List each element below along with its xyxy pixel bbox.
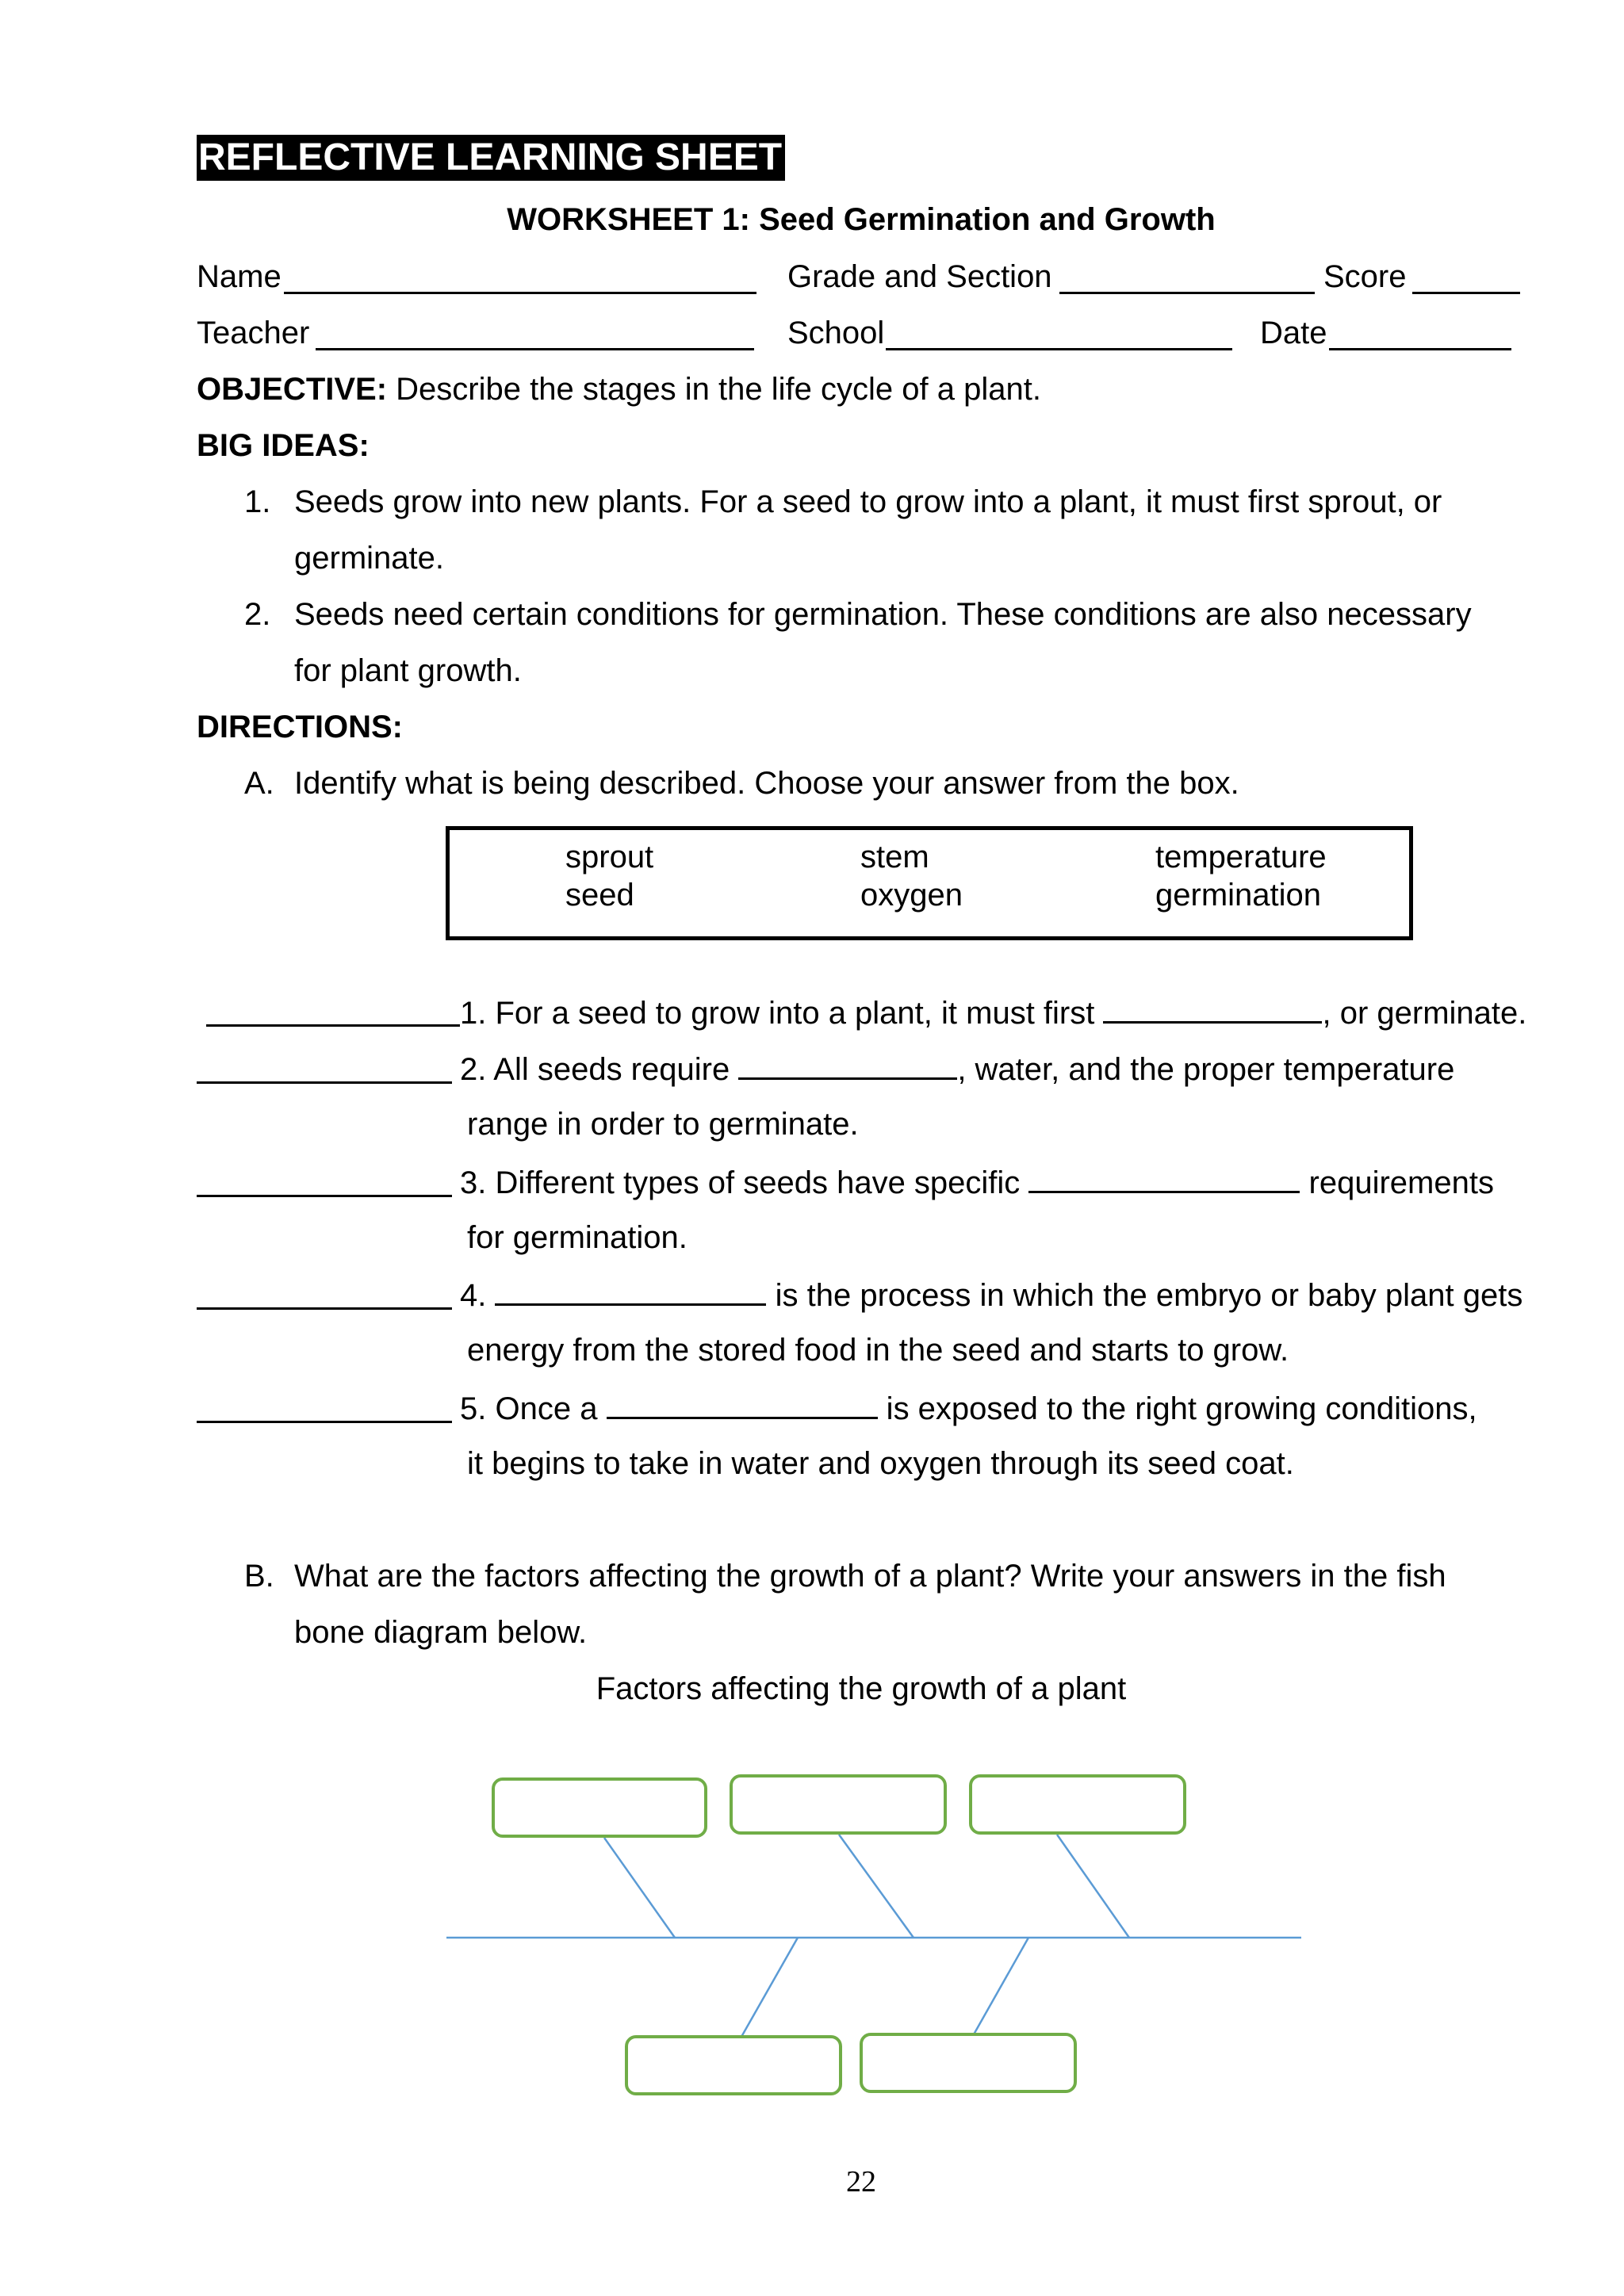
big-idea-1-line1: Seeds grow into new plants. For a seed to grow into a plant, it must first sprout, or [294,484,1442,519]
fishbone-bone [604,1838,675,1938]
part-a-instruction: Identify what is being described. Choose your answer from the box. [294,766,1239,801]
word-box-choice: stem [860,840,929,874]
question-3-continuation: for germination. [467,1220,688,1255]
fishbone-bone [839,1835,914,1938]
part-a-letter: A. [244,766,274,801]
question-1-part-a: 1. For a seed to grow into a plant, it must first [460,996,1104,1031]
word-box-choice: seed [565,878,634,913]
objective-label: OBJECTIVE: [197,372,388,407]
question-3-part-a: 3. Different types of seeds have specific [460,1165,1029,1200]
worksheet-title: WORKSHEET 1: Seed Germination and Growth [507,202,1216,237]
question-2-part-b: , water, and the proper temperature [957,1052,1455,1087]
fishbone-bone [1057,1835,1129,1938]
word-box-choice: sprout [565,840,654,874]
grade-section-label: Grade and Section [787,259,1052,294]
big-idea-1-line2: germinate. [294,541,444,576]
question-5-continuation: it begins to take in water and oxygen through its seed coat. [467,1446,1294,1481]
big-idea-2-line1: Seeds need certain conditions for germination. These conditions are also necessary [294,597,1472,632]
factor-answer-box[interactable] [626,2037,841,2094]
question-2-part-a: 2. All seeds require [460,1052,739,1087]
question-5-part-b: is exposed to the right growing conditions, [877,1391,1477,1426]
big-idea-2-line2: for plant growth. [294,653,522,688]
factor-answer-box[interactable] [971,1776,1185,1833]
diagram-title: Factors affecting the growth of a plant [596,1671,1127,1706]
school-label: School [787,316,885,350]
big-idea-1-number: 1. [244,484,271,519]
question-4-continuation: energy from the stored food in the seed and starts to grow. [467,1333,1289,1368]
question-5-part-a: 5. Once a [460,1391,607,1426]
question-4-part-a: 4. [460,1278,496,1313]
score-label: Score [1323,259,1407,294]
page-number: 22 [846,2165,876,2198]
part-b-letter: B. [244,1559,274,1594]
question-4-part-b: is the process in which the embryo or baby plant gets [766,1278,1523,1313]
question-3-part-b: requirements [1300,1165,1494,1200]
fishbone-bone [974,1938,1028,2034]
teacher-label: Teacher [197,316,310,350]
word-box-choice: temperature [1155,840,1327,874]
question-1-part-b: , or germinate. [1322,996,1527,1031]
factor-answer-box[interactable] [493,1779,706,1836]
directions-label: DIRECTIONS: [197,710,403,744]
factor-answer-box[interactable] [731,1776,945,1833]
part-b-instruction-line1: What are the factors affecting the growth of a plant? Write your answers in the fish [294,1559,1446,1594]
name-label: Name [197,259,282,294]
factor-answer-box[interactable] [861,2034,1075,2091]
question-2-continuation: range in order to germinate. [467,1107,859,1142]
word-box-choice: germination [1155,878,1322,913]
objective-text: Describe the stages in the life cycle of a plant. [387,372,1041,407]
big-idea-2-number: 2. [244,597,271,632]
fishbone-bone [741,1938,798,2037]
word-box-choice: oxygen [860,878,963,913]
part-b-instruction-line2: bone diagram below. [294,1615,588,1650]
sheet-title: REFLECTIVE LEARNING SHEET [197,135,785,181]
big-ideas-label: BIG IDEAS: [197,428,370,463]
date-label: Date [1260,316,1327,350]
